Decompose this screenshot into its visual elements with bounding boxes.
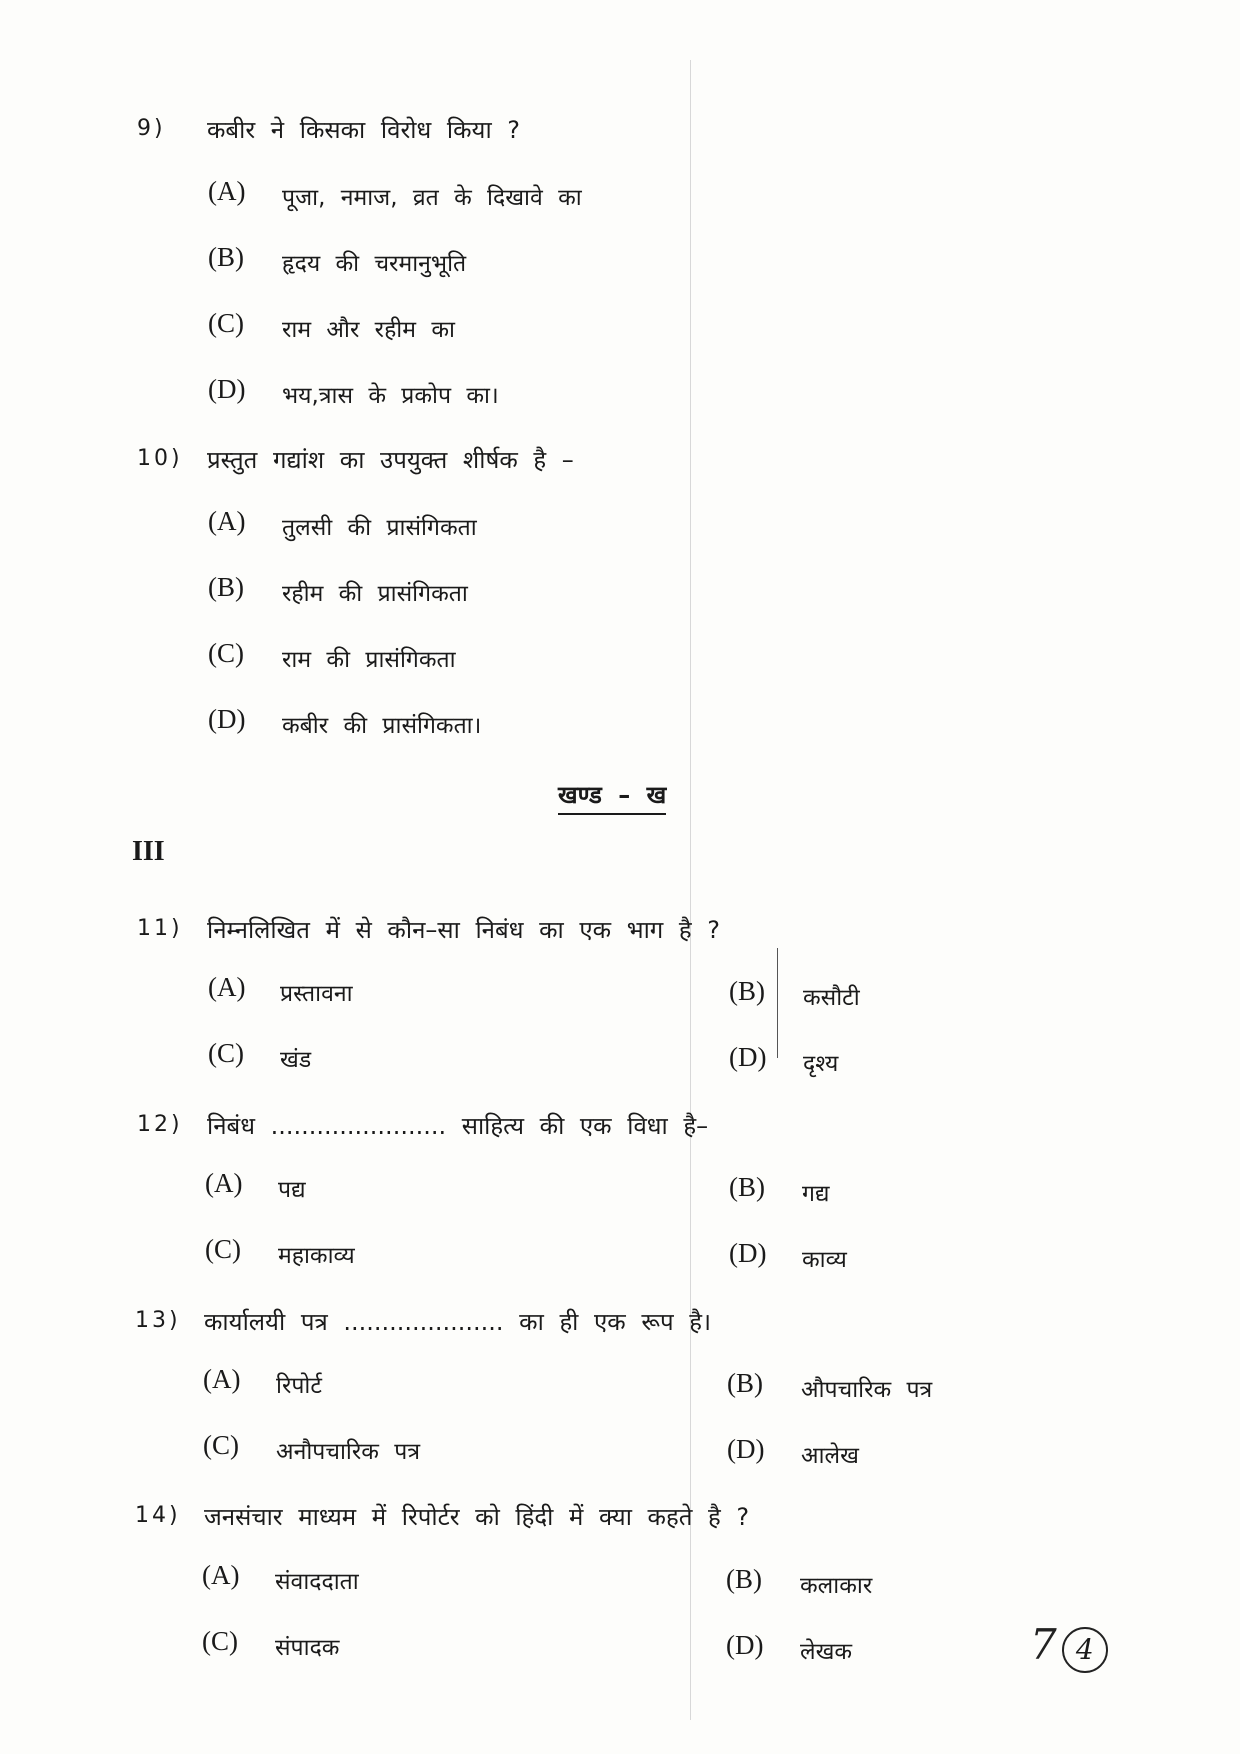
option-text: संपादक	[275, 1635, 340, 1661]
question-text: कार्यालयी पत्र ..................... का ही एक रूप है।	[204, 1308, 712, 1336]
option-text: राम और रहीम का	[282, 317, 455, 343]
option-label: (B)	[729, 1172, 765, 1202]
question-number: 12)	[137, 1112, 183, 1137]
option-label: (A)	[205, 1168, 243, 1198]
option-label: (D)	[208, 704, 246, 734]
question-number: 10)	[137, 446, 183, 471]
option-text: संवाददाता	[275, 1569, 359, 1595]
option-label: (B)	[726, 1564, 762, 1594]
option-label: (B)	[208, 242, 244, 272]
section-roman-number: III	[132, 836, 165, 867]
question-number: 11)	[137, 916, 183, 941]
option-label: (A)	[208, 506, 246, 536]
question-text: निबंध ....................... साहित्य की एक विधा है–	[207, 1112, 709, 1140]
option-label: (C)	[208, 1038, 244, 1068]
option-label: (A)	[202, 1560, 240, 1590]
option-label: (B)	[729, 976, 765, 1006]
option-label: (D)	[726, 1630, 764, 1660]
option-text: पद्य	[278, 1177, 306, 1203]
option-label: (B)	[208, 572, 244, 602]
option-text: महाकाव्य	[278, 1243, 355, 1269]
question-text: प्रस्तुत गद्यांश का उपयुक्त शीर्षक है –	[207, 446, 574, 474]
question-text: निम्नलिखित में से कौन–सा निबंध का एक भाग है ?	[207, 916, 721, 944]
scan-artifact-line	[690, 60, 691, 1720]
option-text: हृदय की चरमानुभूति	[282, 251, 467, 277]
option-text: रिपोर्ट	[276, 1373, 322, 1399]
option-label: (C)	[203, 1430, 239, 1460]
option-label: (D)	[208, 374, 246, 404]
question-text: जनसंचार माध्यम में रिपोर्टर को हिंदी में क्या कहते है ?	[204, 1503, 750, 1531]
option-text: रहीम की प्रासंगिकता	[282, 581, 468, 607]
option-text: काव्य	[802, 1247, 847, 1273]
section-title: खण्ड – ख	[558, 778, 666, 815]
option-label: (A)	[208, 176, 246, 206]
option-label: (C)	[202, 1626, 238, 1656]
option-label: (D)	[729, 1238, 767, 1268]
option-text: लेखक	[800, 1639, 853, 1665]
question-text: कबीर ने किसका विरोध किया ?	[207, 116, 521, 144]
question-number: 14)	[135, 1503, 181, 1528]
question-number: 13)	[135, 1308, 181, 1333]
option-text: कबीर की प्रासंगिकता।	[282, 713, 482, 739]
option-text: अनौपचारिक पत्र	[276, 1439, 421, 1465]
question-number: 9)	[137, 116, 166, 141]
option-text: प्रस्तावना	[280, 981, 353, 1007]
option-text: आलेख	[801, 1443, 859, 1469]
option-label: (C)	[208, 308, 244, 338]
option-text: राम की प्रासंगिकता	[282, 647, 456, 673]
handwritten-mark-circled: 4	[1062, 1627, 1108, 1673]
scan-artifact-line	[777, 948, 778, 1058]
option-text: कलाकार	[800, 1573, 873, 1599]
handwritten-mark	[1030, 1620, 1108, 1673]
option-text: गद्य	[802, 1181, 830, 1207]
option-label: (D)	[727, 1434, 765, 1464]
option-text: पूजा, नमाज, व्रत के दिखावे का	[282, 185, 582, 211]
option-label: (C)	[208, 638, 244, 668]
option-text: कसौटी	[803, 985, 860, 1011]
option-text: भय,त्रास के प्रकोप का।	[282, 383, 499, 409]
option-text: औपचारिक पत्र	[801, 1377, 933, 1403]
option-text: दृश्य	[803, 1051, 839, 1077]
option-text: खंड	[280, 1047, 312, 1073]
option-text: तुलसी की प्रासंगिकता	[282, 515, 477, 541]
option-label: (A)	[208, 972, 246, 1002]
option-label: (C)	[205, 1234, 241, 1264]
handwritten-mark-digit: 7	[1030, 1620, 1057, 1669]
option-label: (D)	[729, 1042, 767, 1072]
option-label: (A)	[203, 1364, 241, 1394]
option-label: (B)	[727, 1368, 763, 1398]
